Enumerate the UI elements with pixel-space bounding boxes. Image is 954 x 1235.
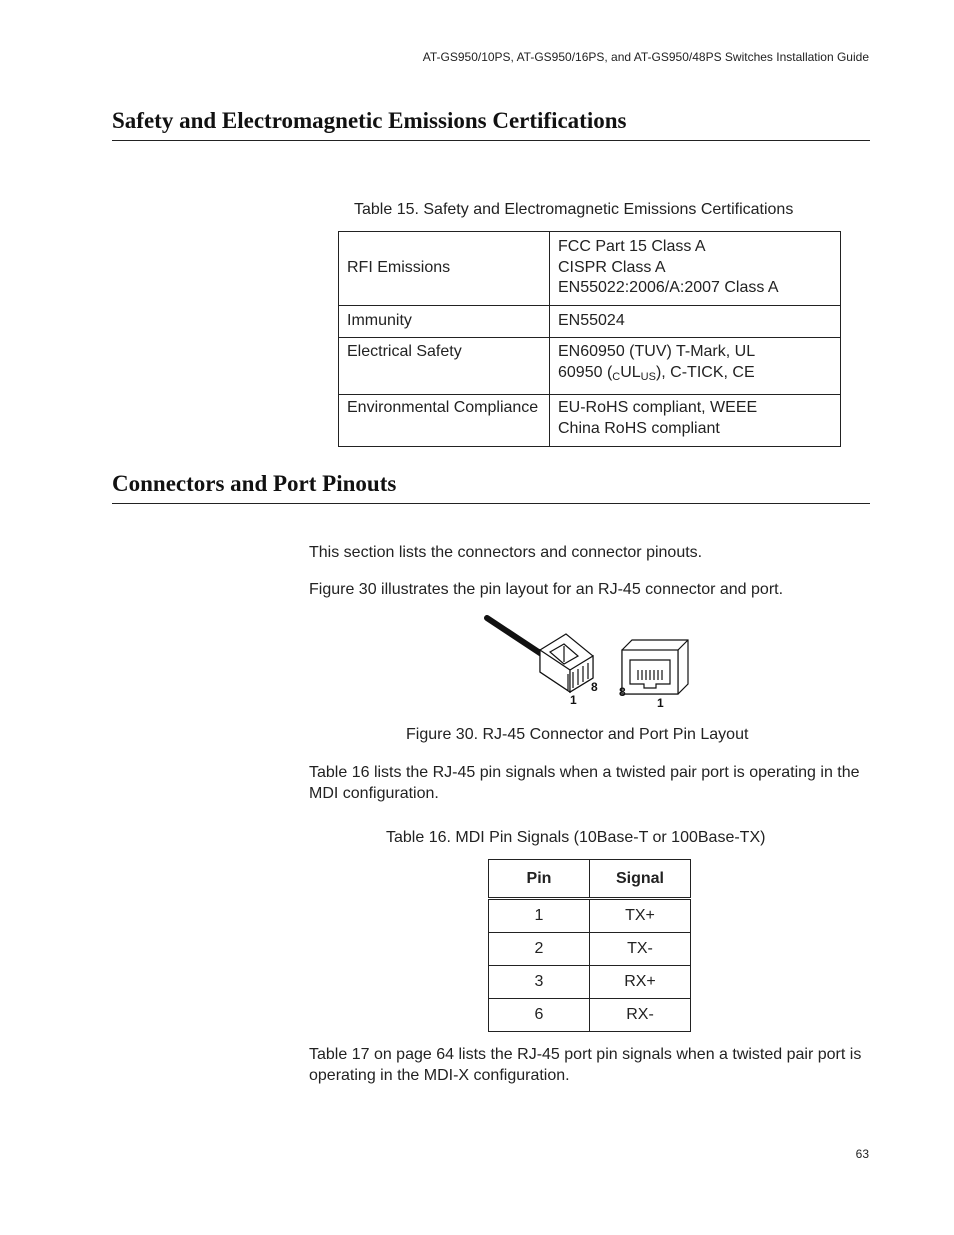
- page-number: 63: [855, 1147, 869, 1161]
- cert-value-line: China RoHS compliant: [558, 419, 720, 437]
- cert-value: [550, 232, 841, 306]
- table-16-caption: Table 16. MDI Pin Signals (10Base-T or 100Base-TX): [386, 829, 766, 846]
- certifications-table: [338, 231, 841, 447]
- cert-label: Environmental Compliance: [339, 395, 550, 447]
- cert-value: [550, 338, 841, 395]
- figure-reference-paragraph: Figure 30 illustrates the pin layout for an RJ-45 connector and port.: [309, 581, 784, 598]
- rj45-port: [622, 640, 688, 694]
- cert-value-line: [558, 363, 832, 384]
- cert-value-line: EN55022:2006/A:2007 Class A: [558, 279, 779, 296]
- mdi-pin-signals-table: [488, 859, 691, 1032]
- cert-subscript: C: [612, 370, 621, 383]
- table-15-caption: Table 15. Safety and Electromagnetic Emissions Certifications: [354, 201, 794, 218]
- column-header-pin: Pin: [489, 860, 590, 899]
- mdi-x-paragraph: Table 17 on page 64 lists the RJ-45 port pin signals when a twisted pair port is operating in the MDI-X configuration.: [309, 1046, 862, 1084]
- pin-cell: 6: [489, 999, 590, 1032]
- cert-value-line: FCC Part 15 Class A: [558, 238, 706, 255]
- signal-cell: RX-: [590, 999, 691, 1032]
- signal-cell: RX+: [590, 966, 691, 999]
- intro-paragraph: This section lists the connectors and connector pinouts.: [309, 544, 703, 561]
- port-pin-1-label: 1: [657, 696, 664, 710]
- table-row: [489, 999, 691, 1032]
- cert-text: ), C-TICK, CE: [655, 363, 755, 381]
- port-pin-8-label: 8: [619, 685, 626, 699]
- section-title-connectors: Connectors and Port Pinouts: [112, 471, 397, 496]
- cert-text: 60950 (: [558, 363, 613, 381]
- section-divider: [112, 140, 870, 141]
- column-header-signal: Signal: [590, 860, 691, 899]
- cert-value-line: EN55024: [558, 312, 625, 330]
- mdi-paragraph: Table 16 lists the RJ-45 pin signals when a twisted pair port is operating in the MDI configuration.: [309, 764, 860, 802]
- cert-value: [550, 306, 841, 338]
- table-row: [339, 232, 841, 306]
- running-header: AT-GS950/10PS, AT-GS950/16PS, and AT-GS950/48PS Switches Installation Guide: [422, 50, 869, 64]
- pin-cell: 3: [489, 966, 590, 999]
- table-row: [339, 338, 841, 395]
- cert-value-line: CISPR Class A: [558, 258, 666, 276]
- table-row: [489, 966, 691, 999]
- plug-pin-1-label: 1: [570, 693, 577, 707]
- cert-label: RFI Emissions: [339, 232, 550, 306]
- cert-text: UL: [620, 363, 641, 381]
- cert-value: [550, 395, 841, 447]
- figure-30-caption: Figure 30. RJ-45 Connector and Port Pin Layout: [406, 726, 749, 743]
- cert-value-line: EN60950 (TUV) T-Mark, UL: [558, 343, 756, 360]
- table-row: [489, 899, 691, 933]
- table-row: [339, 306, 841, 338]
- pin-cell: 1: [489, 899, 590, 933]
- table-header-row: [489, 860, 691, 899]
- table-row: [489, 933, 691, 966]
- section-title-certifications: Safety and Electromagnetic Emissions Certifications: [112, 108, 627, 133]
- cert-label: Immunity: [339, 306, 550, 338]
- signal-cell: TX+: [590, 899, 691, 933]
- plug-pin-8-label: 8: [591, 680, 598, 694]
- pin-cell: 2: [489, 933, 590, 966]
- table-row: [339, 395, 841, 447]
- rj45-figure: [480, 612, 700, 712]
- rj45-plug: [540, 634, 593, 692]
- cert-label: Electrical Safety: [339, 338, 550, 395]
- cert-subscript: US: [640, 370, 656, 383]
- signal-cell: TX-: [590, 933, 691, 966]
- cable: [487, 618, 546, 657]
- section-divider: [112, 503, 870, 504]
- cert-value-line: EU-RoHS compliant, WEEE: [558, 399, 758, 416]
